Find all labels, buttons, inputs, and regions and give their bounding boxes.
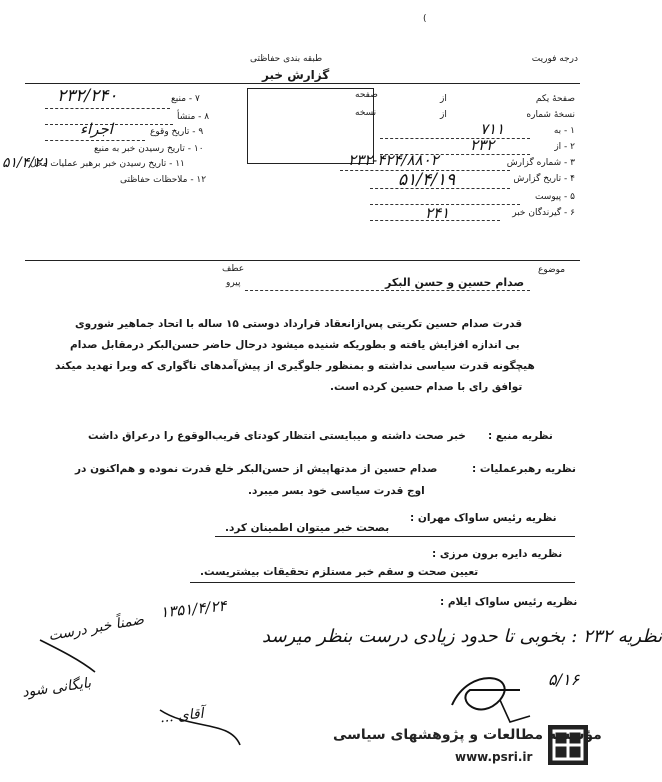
- border-opinion-text: تعیین صحت و سقم خبر مستلزم تحقیقات بیشتریست.: [200, 566, 479, 578]
- field-from-label: ۲ - از: [554, 142, 575, 152]
- field-occur-date-label: ۹ - تاریخ وقوع: [150, 127, 204, 137]
- handwritten-left-note: ضمناً خبر درست: [47, 611, 146, 645]
- field-page-from: از: [440, 94, 447, 104]
- top-mark: (: [423, 14, 427, 24]
- body-line-4: توافق رای با صدام حسین کرده است.: [330, 381, 523, 393]
- source-opinion-label: نظریه منبع :: [488, 430, 553, 442]
- border-opinion-label: نظریه دایره برون مرزی :: [432, 548, 563, 560]
- watermark-institute: مؤسسه مطالعات و پژوهشهای سیاسی: [333, 727, 602, 743]
- signature-scribble-3: [40, 640, 95, 672]
- ref-label-1: عطف: [222, 264, 245, 274]
- signature-scribble-2: [500, 700, 530, 722]
- leader-opinion-line-2: اوج قدرت سیاسی خود بسر میبرد.: [248, 485, 425, 497]
- field-recipients-value: ۲۴۱: [425, 204, 450, 222]
- field-attachment-label: ۵ - پیوست: [534, 192, 575, 202]
- body-line-1: قدرت صدام حسین تکریتی پس‌ازانعقاد قرارداد دوستی ۱۵ ساله با اتحاد جماهیر شوروی: [75, 318, 523, 330]
- field-report-date-label: ۴ - تاریخ گزارش: [513, 174, 575, 184]
- field-to-label: ۱ - به: [553, 126, 575, 136]
- field-copy-label: نسخهٔ شماره: [526, 110, 575, 120]
- field-received-leader-value: ۵۱/۴/۲۱: [2, 155, 50, 171]
- field-copy-from: از: [440, 110, 447, 120]
- field-source-label: ۷ - منبع: [171, 94, 200, 104]
- mehran-opinion-text: بصحت خبر میتوان اطمینان کرد.: [225, 522, 390, 534]
- priority-label: درجه فوریت: [531, 54, 578, 64]
- field-received-leader-label: ۱۱ - تاریخ رسیدن خبر برهبر عملیات محل: [30, 159, 185, 169]
- field-report-no-label: ۳ - شماره گزارش: [506, 158, 575, 168]
- ilam-opinion-label: نظریه رئیس ساواک ایلام :: [440, 596, 578, 608]
- subject-value: صدام حسین و حسن البکر: [385, 276, 525, 289]
- handwritten-right-number: ۵/۱۶: [548, 670, 580, 689]
- field-page-label: صفحهٔ یکم: [535, 94, 575, 104]
- ref-label-2: پیرو: [226, 278, 241, 288]
- field-report-date-value: ۵۱/۴/۱۹: [398, 170, 456, 190]
- field-recipients-label: ۶ - گیرندگان خبر: [512, 208, 575, 218]
- body-line-2: بی اندازه افزایش یافته و بطوریکه شنیده میشود درحال حاضر حسن‌البکر درمقابل صدام: [70, 339, 520, 351]
- handwritten-date: ۱۳۵۱/۴/۲۴: [159, 596, 228, 622]
- field-source-value: ۲۳۲/۲۴۰: [57, 86, 118, 106]
- copy-label: نسخه: [355, 108, 377, 118]
- field-to-value: ۷۱۱: [480, 120, 505, 138]
- field-from-value: ۲۳۲: [470, 136, 495, 154]
- leader-opinion-line-1: صدام حسین از مدتهاپیش از حسن‌البکر خلع قدرت نموده و هم‌اکنون در: [75, 463, 438, 475]
- classification-label: طبقه بندی حفاظتی: [250, 54, 323, 64]
- field-origin-label: ۸ - منشأ: [177, 112, 210, 122]
- field-occur-date-value: اجراء: [80, 120, 113, 138]
- body-line-3: هیچگونه قدرت سیاسی نداشته و بمنظور جلوگیری از پیش‌آمدهای ناگواری که ویرا تهدید میکند: [55, 360, 535, 372]
- handwritten-signature-1: بایگانی شود: [21, 675, 93, 701]
- field-report-no-value: ۲۳۲-۴۲۴/۸۸۰۲: [348, 151, 439, 169]
- watermark-url: www.psri.ir: [455, 750, 533, 764]
- subject-label: موضوع: [538, 265, 566, 275]
- signature-scribble-1: [452, 678, 520, 709]
- field-received-source-label: ۱۰ - تاریخ رسیدن خبر به منبع: [94, 144, 204, 154]
- handwritten-signature-2: آقای ...: [159, 705, 205, 727]
- signature-scribble-4: [160, 710, 240, 745]
- leader-opinion-label: نظریه رهبرعملیات :: [472, 463, 576, 475]
- source-opinion-text: خبر صحت داشته و میبایستی انتظار کودتای قریب‌الوقوع را درعراق داشت: [88, 430, 466, 442]
- mehran-opinion-label: نظریه رئیس ساواک مهران :: [410, 512, 557, 524]
- field-security-notes-label: ۱۲ - ملاحظات حفاظتی: [120, 175, 207, 185]
- page-label: صفحه: [355, 90, 378, 100]
- handwritten-note: نظریه ۲۳۲ : بخوبی تا حدود زیادی درست بنظر میرسد: [262, 626, 662, 647]
- document-title: گزارش خبر: [262, 68, 330, 82]
